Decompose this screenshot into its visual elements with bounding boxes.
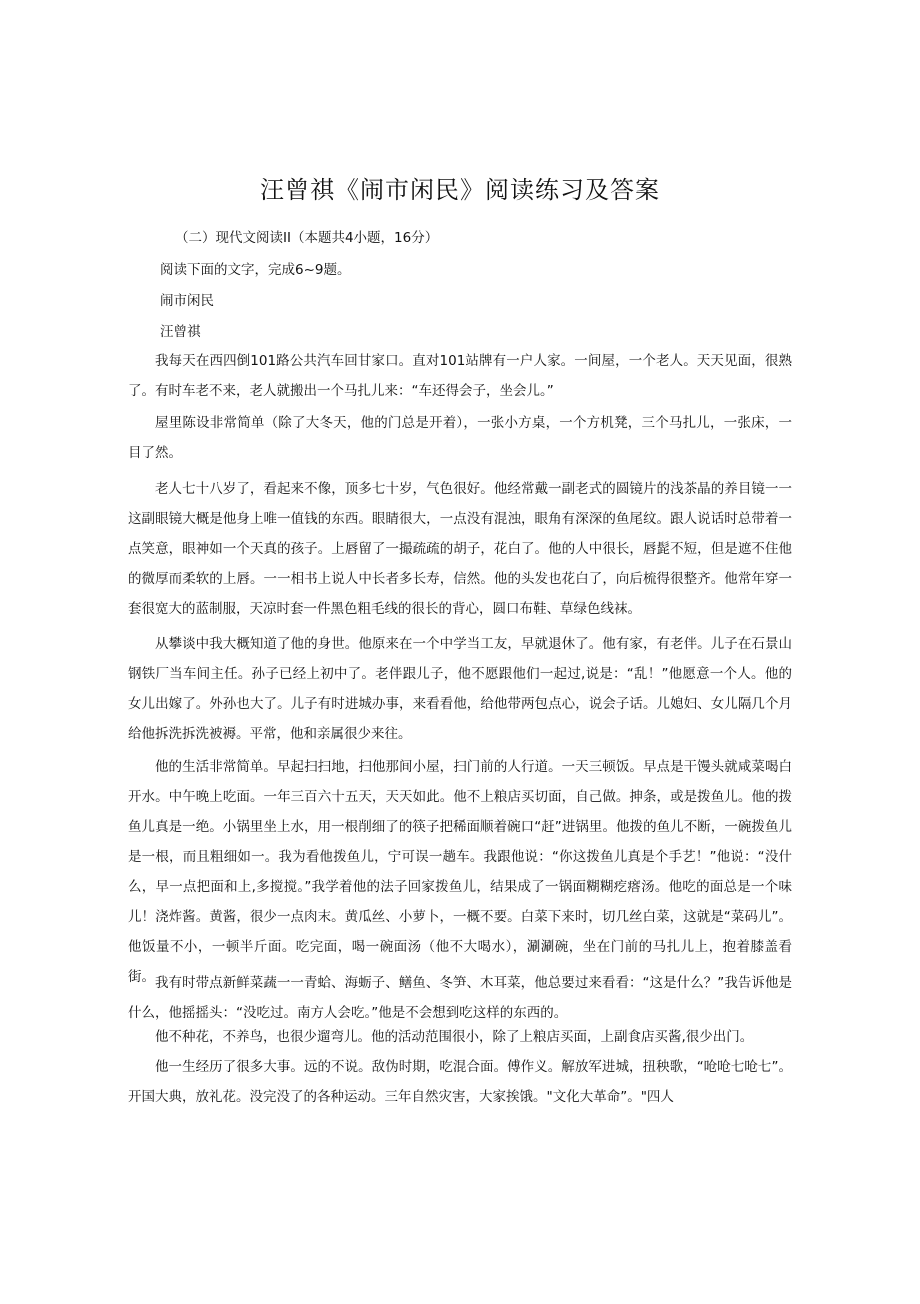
paragraph: 老人七十八岁了，看起来不像，顶多七十岁，气色很好。他经常戴一副老式的圆镜片的浅茶晶的养目镜一一这副眼镜大概是他身上唯一值钱的东西。眼睛很大，一点没有混浊，眼角有深深的鱼尾纹。跟人说话时总带着一点笑意，眼神如一个天真的孩子。上唇留了一撮疏疏的胡子，花白了。他的人中很长，唇髭不短，但是遮不住他的微厚而柔软的上唇。一一相书上说人中长者多长寿，信然。他的头发也花白了，向后梳得很整齐。他常年穿一套很宽大的蓝制服，天凉时套一件黑色粗毛线的很长的背心，圆口布鞋、草绿色线袜。 bbox=[128, 481, 792, 617]
paragraph: 我有时带点新鲜菜蔬一一青蛤、海蛎子、鳝鱼、冬笋、木耳菜，他总要过来看看：“这是什么？”我告诉他是什么，他摇摇头：“没吃过。南方人会吃。”他是不会想到吃这样的东西的。 bbox=[128, 975, 792, 1021]
paragraph: 从攀谈中我大概知道了他的身世。他原来在一个中学当工友，早就退休了。他有家，有老伴。儿子在石景山钢铁厂当车间主任。孙子已经上初中了。老伴跟儿子，他不愿跟他们一起过,说是：“乱！”他愿意一个人。他的女儿出嫁了。外孙也大了。儿子有时进城办事，来看看他，给他带两包点心，说会子话。儿媳妇、女儿隔几个月给他拆洗拆洗被褥。平常，他和亲属很少来往。 bbox=[128, 636, 792, 742]
section-heading: （二）现代文阅读II（本题共4小题，16分） bbox=[175, 230, 439, 246]
paragraph: 他不种花，不养鸟，也很少遛弯儿。他的活动范围很小，除了上粮店买面，上副食店买酱,很少出门。 bbox=[155, 1029, 754, 1045]
paragraph: 我每天在西四倒101路公共汽车回甘家口。直对101站牌有一户人家。一间屋，一个老人。天天见面，很熟了。有时车老不来，老人就搬出一个马扎儿来：“车还得会子，坐会儿。” bbox=[128, 353, 792, 399]
instruction-text: 阅读下面的文字，完成6~9题。 bbox=[160, 262, 351, 278]
paragraph: 他一生经历了很多大事。远的不说。敌伪时期，吃混合面。傅作义。解放军进城，扭秧歌，“呛呛七呛七”。开国大典，放礼花。没完没了的各种运动。三年自然灾害，大家挨饿。"文化大革命”。"四人 bbox=[128, 1059, 792, 1105]
story-title: 闹市闲民 bbox=[160, 293, 214, 309]
paragraph: 屋里陈设非常简单（除了大冬天，他的门总是开着），一张小方桌，一个方机凳，三个马扎儿，一张床，一目了然。 bbox=[128, 415, 792, 461]
document-title: 汪曾祺《闹市闲民》阅读练习及答案 bbox=[260, 176, 660, 204]
author-name: 汪曾祺 bbox=[160, 324, 201, 340]
paragraph: 他的生活非常简单。早起扫扫地，扫他那间小屋，扫门前的人行道。一天三顿饭。早点是干馒头就咸菜喝白开水。中午晚上吃面。一年三百六十五天，天天如此。他不上粮店买切面，自己做。抻条，或是拨鱼儿。他的拨鱼儿真是一绝。小锅里坐上水，用一根削细了的筷子把稀面顺着碗口“赶”进锅里。他拨的鱼儿不断，一碗拨鱼儿是一根，而且粗细如一。我为看他拨鱼儿，宁可误一趟车。我跟他说：“你这拨鱼儿真是个手艺！”他说：“没什么，早一点把面和上,多搅搅。”我学着他的法子回家拨鱼儿，结果成了一锅面糊糊疙瘩汤。他吃的面总是一个味儿！浇炸酱。黄酱，很少一点肉末。黄瓜丝、小萝卜，一概不要。白菜下来时，切几丝白菜，这就是“菜码儿”。他饭量不小，一顿半斤面。吃完面，喝一碗面汤（他不大喝水），涮涮碗，坐在门前的马扎儿上，抱着膝盖看街。 bbox=[128, 759, 792, 985]
